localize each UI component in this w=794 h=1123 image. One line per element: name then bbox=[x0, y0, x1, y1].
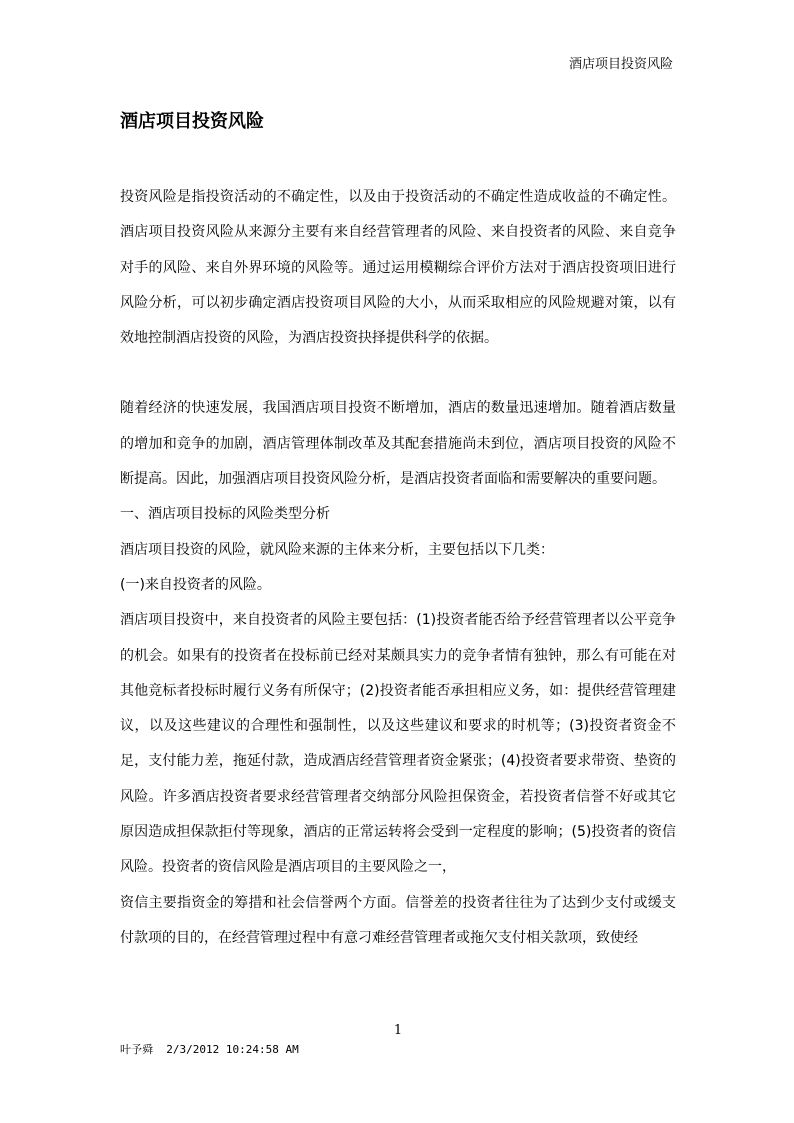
paragraph-risk-sources: 酒店项目投资的风险，就风险来源的主体来分析，主要包括以下几类： bbox=[120, 541, 554, 558]
paragraph-background: 随着经济的快速发展，我国酒店项目投资不断增加，酒店的数量迅速增加。随着酒店数量的增加和竞争的加剧，酒店管理体制改革及其配套措施尚未到位，酒店项目投资的风险不断提高。因此，加强酒店项目投资风险分析，是酒店投资者面临和需要解决的重要问题。 bbox=[120, 400, 676, 488]
paragraph-spacer bbox=[120, 356, 676, 391]
paragraph-investor-risks: 酒店项目投资中，来自投资者的风险主要包括：(1)投资者能否给予经营管理者以公平竞争的机会。如果有的投资者在投标前已经对某颇具实力的竞争者情有独钟，那么有可能在对其他竞标者投标时履行义务有所保守；(2)投资者能否承担相应义务，如：提供经营管理建议，以及这些建议的合理性和强制性，以及这些建议和要求的时机等；(3)投资者资金不足，支付能力差，拖延付款，造成酒店经营管理者资金紧张；(4)投资者要求带资、垫资的风险。许多酒店投资者要求经营管理者交纳部分风险担保资金，若投资者信誉不好或其它原因造成担保款拒付等现象，酒店的正常运转将会受到一定程度的影响；(5)投资者的资信风险。投资者的资信风险是酒店项目的主要风险之一， bbox=[120, 612, 676, 876]
paragraph-intro: 投资风险是指投资活动的不确定性，以及由于投资活动的不确定性造成收益的不确定性。酒店项目投资风险从来源分主要有来自经营管理者的风险、来自投资者的风险、来自竞争对手的风险、来自外界环境的风险等。通过运用模糊综合评价方法对于酒店投资项旧进行风险分析，可以初步确定酒店投资项目风险的大小，从而采取相应的风险规避对策，以有效地控制酒店投资的风险，为酒店投资抉择提供科学的依据。 bbox=[120, 189, 676, 347]
footer-author-timestamp: 叶予舜 2/3/2012 10:24:58 AM bbox=[120, 1043, 299, 1056]
document-title: 酒店项目投资风险 bbox=[120, 111, 264, 132]
document-body bbox=[120, 180, 676, 956]
section-heading: 一、酒店项目投标的风险类型分析 bbox=[120, 506, 330, 523]
running-header: 酒店项目投资风险 bbox=[568, 57, 673, 72]
paragraph-credit-risk: 资信主要指资金的筹措和社会信誉两个方面。信誉差的投资者往往为了达到少支付或缓支付款项的目的，在经营管理过程中有意刁难经营管理者或拖欠支付相关款项，致使经 bbox=[120, 894, 676, 946]
subsection-heading: (一)来自投资者的风险。 bbox=[120, 576, 271, 593]
page-number: 1 bbox=[393, 1023, 403, 1038]
